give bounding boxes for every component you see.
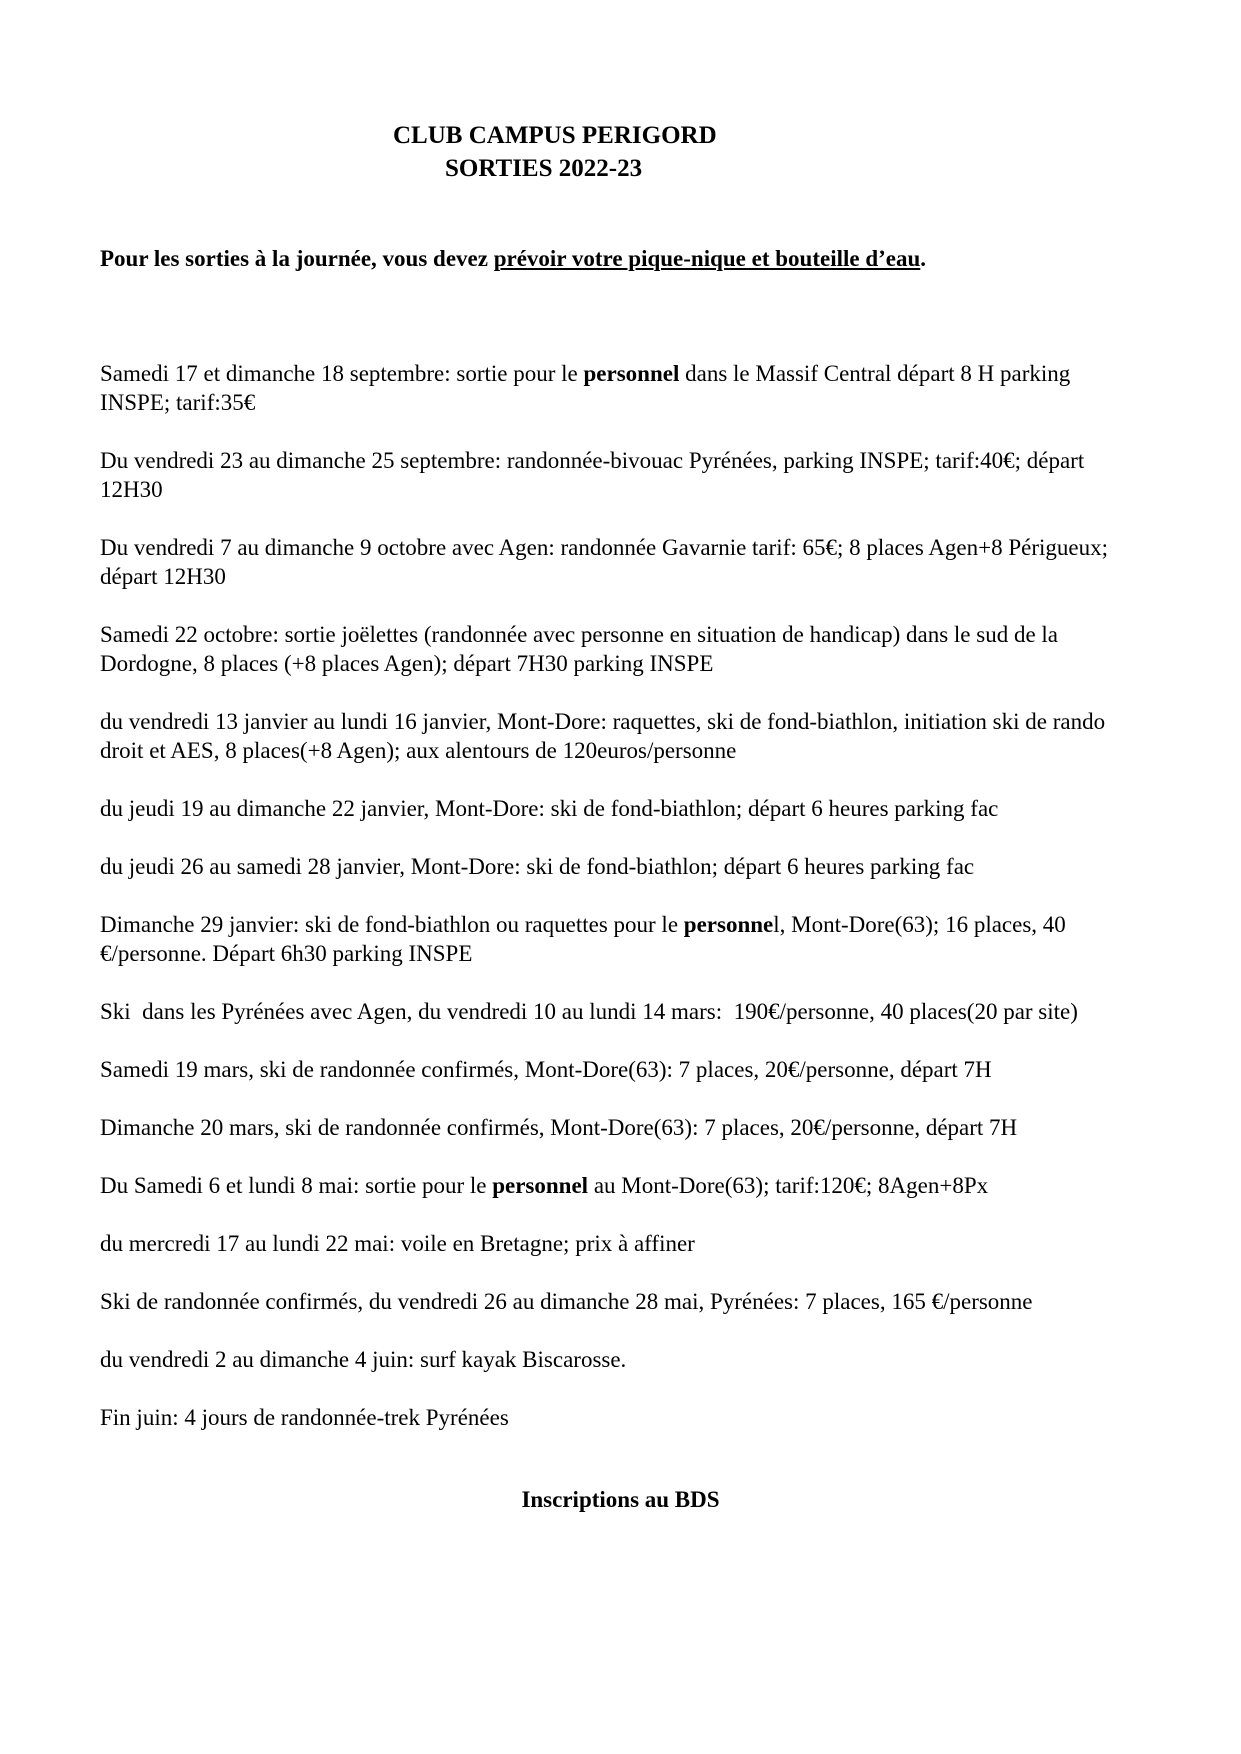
document-subtitle: SORTIES 2022-23: [445, 155, 643, 182]
entry-text: dans le Massif Central départ 8 H parking INSPE; tarif:35€: [100, 361, 1071, 415]
entry-text: Dimanche 20 mars, ski de randonnée confirmés, Mont-Dore(63): 7 places, 20€/personne, départ 7H: [100, 1115, 1018, 1140]
entry-text: Ski de randonnée confirmés, du vendredi 26 au dimanche 28 mai, Pyrénées: 7 places, 165 €/personne: [100, 1289, 1033, 1314]
outing-entry: [100, 794, 1140, 823]
outing-entry: [100, 707, 1140, 765]
notice-underlined-text: prévoir votre pique-nique et bouteille d’eau: [493, 246, 921, 271]
registration-footer: Inscriptions au BDS: [521, 1487, 720, 1512]
notice-text-start: Pour les sorties à la journée, vous devez: [100, 246, 494, 271]
outing-entry: [100, 852, 1140, 881]
entry-text: Samedi 17 et dimanche 18 septembre: sortie pour le: [100, 361, 584, 386]
outing-entry: [100, 1229, 1140, 1258]
entry-text: du jeudi 26 au samedi 28 janvier, Mont-Dore: ski de fond-biathlon; départ 6 heures parking fac: [100, 854, 975, 879]
entry-text: l, Mont-Dore(63); 16 places, 40 €/personne. Départ 6h30 parking INSPE: [100, 912, 1066, 966]
outings-list: [100, 359, 1140, 1461]
notice-text-end: .: [920, 246, 927, 271]
outing-entry: [100, 359, 1140, 417]
entry-bold-text: personnel: [492, 1173, 589, 1198]
entry-text: Ski dans les Pyrénées avec Agen, du vendredi 10 au lundi 14 mars: 190€/personne, 40 places(20 par site): [100, 999, 1078, 1024]
outing-entry: [100, 1113, 1140, 1142]
document-title: CLUB CAMPUS PERIGORD: [393, 122, 717, 149]
entry-text: du vendredi 2 au dimanche 4 juin: surf kayak Biscarosse.: [100, 1347, 627, 1372]
entry-text: Du vendredi 7 au dimanche 9 octobre avec Agen: randonnée Gavarnie tarif: 65€; 8 places Agen+8 Périgueux; départ 12H30: [100, 535, 1109, 589]
outing-entry: [100, 1403, 1140, 1432]
entry-text: Samedi 19 mars, ski de randonnée confirmés, Mont-Dore(63): 7 places, 20€/personne, départ 7H: [100, 1057, 992, 1082]
outing-entry: [100, 910, 1140, 968]
picnic-notice: [100, 244, 926, 273]
entry-text: Dimanche 29 janvier: ski de fond-biathlon ou raquettes pour le: [100, 912, 684, 937]
entry-text: Fin juin: 4 jours de randonnée-trek Pyrénées: [100, 1405, 509, 1430]
entry-text: Du vendredi 23 au dimanche 25 septembre: randonnée-bivouac Pyrénées, parking INSPE; tarif:40€; départ 12H30: [100, 448, 1085, 502]
entry-text: au Mont-Dore(63); tarif:120€; 8Agen+8Px: [588, 1173, 989, 1198]
outing-entry: [100, 997, 1140, 1026]
entry-text: du mercredi 17 au lundi 22 mai: voile en Bretagne; prix à affiner: [100, 1231, 695, 1256]
entry-text: Du Samedi 6 et lundi 8 mai: sortie pour le: [100, 1173, 493, 1198]
outing-entry: [100, 620, 1140, 678]
outing-entry: [100, 533, 1140, 591]
outing-entry: [100, 1345, 1140, 1374]
outing-entry: [100, 1287, 1140, 1316]
entry-text: du vendredi 13 janvier au lundi 16 janvier, Mont-Dore: raquettes, ski de fond-biathlon, initiation ski de rando droit et AES, 8 places(+8 Agen); aux alentours de 120euros/personne: [100, 709, 1106, 763]
outing-entry: [100, 1055, 1140, 1084]
entry-bold-text: personnel: [583, 361, 680, 386]
outing-entry: [100, 446, 1140, 504]
entry-text: Samedi 22 octobre: sortie joëlettes (randonnée avec personne en situation de handicap) dans le sud de la Dordogne, 8 places (+8 places Agen); départ 7H30 parking INSPE: [100, 622, 1059, 676]
entry-bold-text: personne: [683, 912, 774, 937]
entry-text: du jeudi 19 au dimanche 22 janvier, Mont-Dore: ski de fond-biathlon; départ 6 heures parking fac: [100, 796, 999, 821]
outing-entry: [100, 1171, 1140, 1200]
